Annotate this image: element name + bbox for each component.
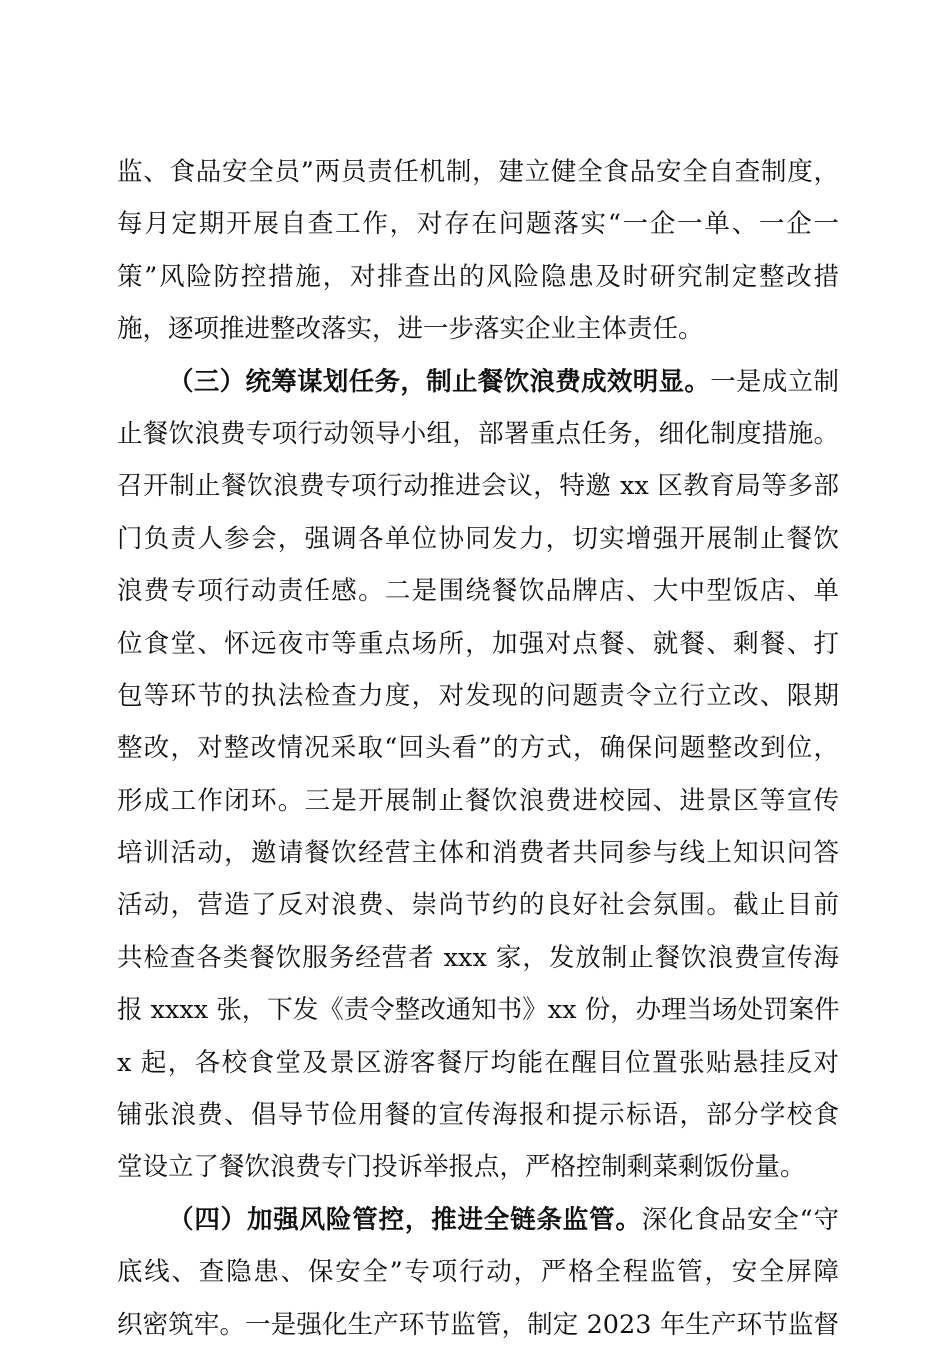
text-line: 位食堂、怀远夜市等重点场所，加强对点餐、就餐、剩餐、打: [117, 628, 839, 659]
text-line: 策”风险防控措施，对排查出的风险隐患及时研究制定整改措: [117, 261, 839, 292]
text-line: 报 xxxx 张，下发《责令整改通知书》xx 份，办理当场处罚案件: [117, 995, 840, 1026]
text-line: 织密筑牢。一是强化生产环节监管，制定 2023 年生产环节监督: [117, 1309, 839, 1340]
document-body: [117, 146, 839, 1351]
section-heading-4: （四）加强风险管控，推进全链条监管。: [168, 1204, 642, 1235]
text-line: 整改，对整改情况采取“回头看”的方式，确保问题整改到位，: [117, 733, 839, 764]
text-line: 每月定期开展自查工作，对存在问题落实“一企一单、一企一: [117, 209, 839, 240]
text-line: 形成工作闭环。三是开展制止餐饮浪费进校园、进景区等宣传: [117, 785, 839, 816]
text-run: 一是成立制: [710, 366, 839, 397]
text-line: 活动，营造了反对浪费、崇尚节约的良好社会氛围。截止目前: [117, 890, 839, 921]
text-line: 共检查各类餐饮服务经营者 xxx 家，发放制止餐饮浪费宣传海: [117, 942, 839, 973]
section-heading-3: （三）统筹谋划任务，制止餐饮浪费成效明显。: [168, 366, 711, 397]
text-run: 深化食品安全“守: [641, 1204, 839, 1235]
text-line: 包等环节的执法检查力度，对发现的问题责令立行立改、限期: [117, 680, 839, 711]
text-line: 底线、查隐患、保安全”专项行动，严格全程监管，安全屏障: [117, 1257, 839, 1288]
text-line: 培训活动，邀请餐饮经营主体和消费者共同参与线上知识问答: [117, 838, 839, 869]
text-line: 施，逐项推进整改落实，进一步落实企业主体责任。: [117, 314, 704, 345]
text-line: 止餐饮浪费专项行动领导小组，部署重点任务，细化制度措施。: [117, 418, 839, 449]
text-line: 召开制止餐饮浪费专项行动推进会议，特邀 xx 区教育局等多部: [117, 471, 839, 502]
text-line: 监、食品安全员”两员责任机制，建立健全食品安全自查制度，: [117, 157, 839, 187]
text-line: 浪费专项行动责任感。二是围绕餐饮品牌店、大中型饭店、单: [117, 576, 839, 607]
paragraph-heading-line: [117, 356, 839, 408]
text-line: 门负责人参会，强调各单位协同发力，切实增强开展制止餐饮: [117, 523, 839, 554]
text-line: 堂设立了餐饮浪费专门投诉举报点，严格控制剩菜剩饭份量。: [117, 1152, 806, 1183]
paragraph-heading-line: [117, 1194, 839, 1246]
text-line: 铺张浪费、倡导节俭用餐的宣传海报和提示标语，部分学校食: [117, 1100, 839, 1131]
text-line: x 起，各校食堂及景区游客餐厅均能在醒目位置张贴悬挂反对: [117, 1047, 839, 1078]
